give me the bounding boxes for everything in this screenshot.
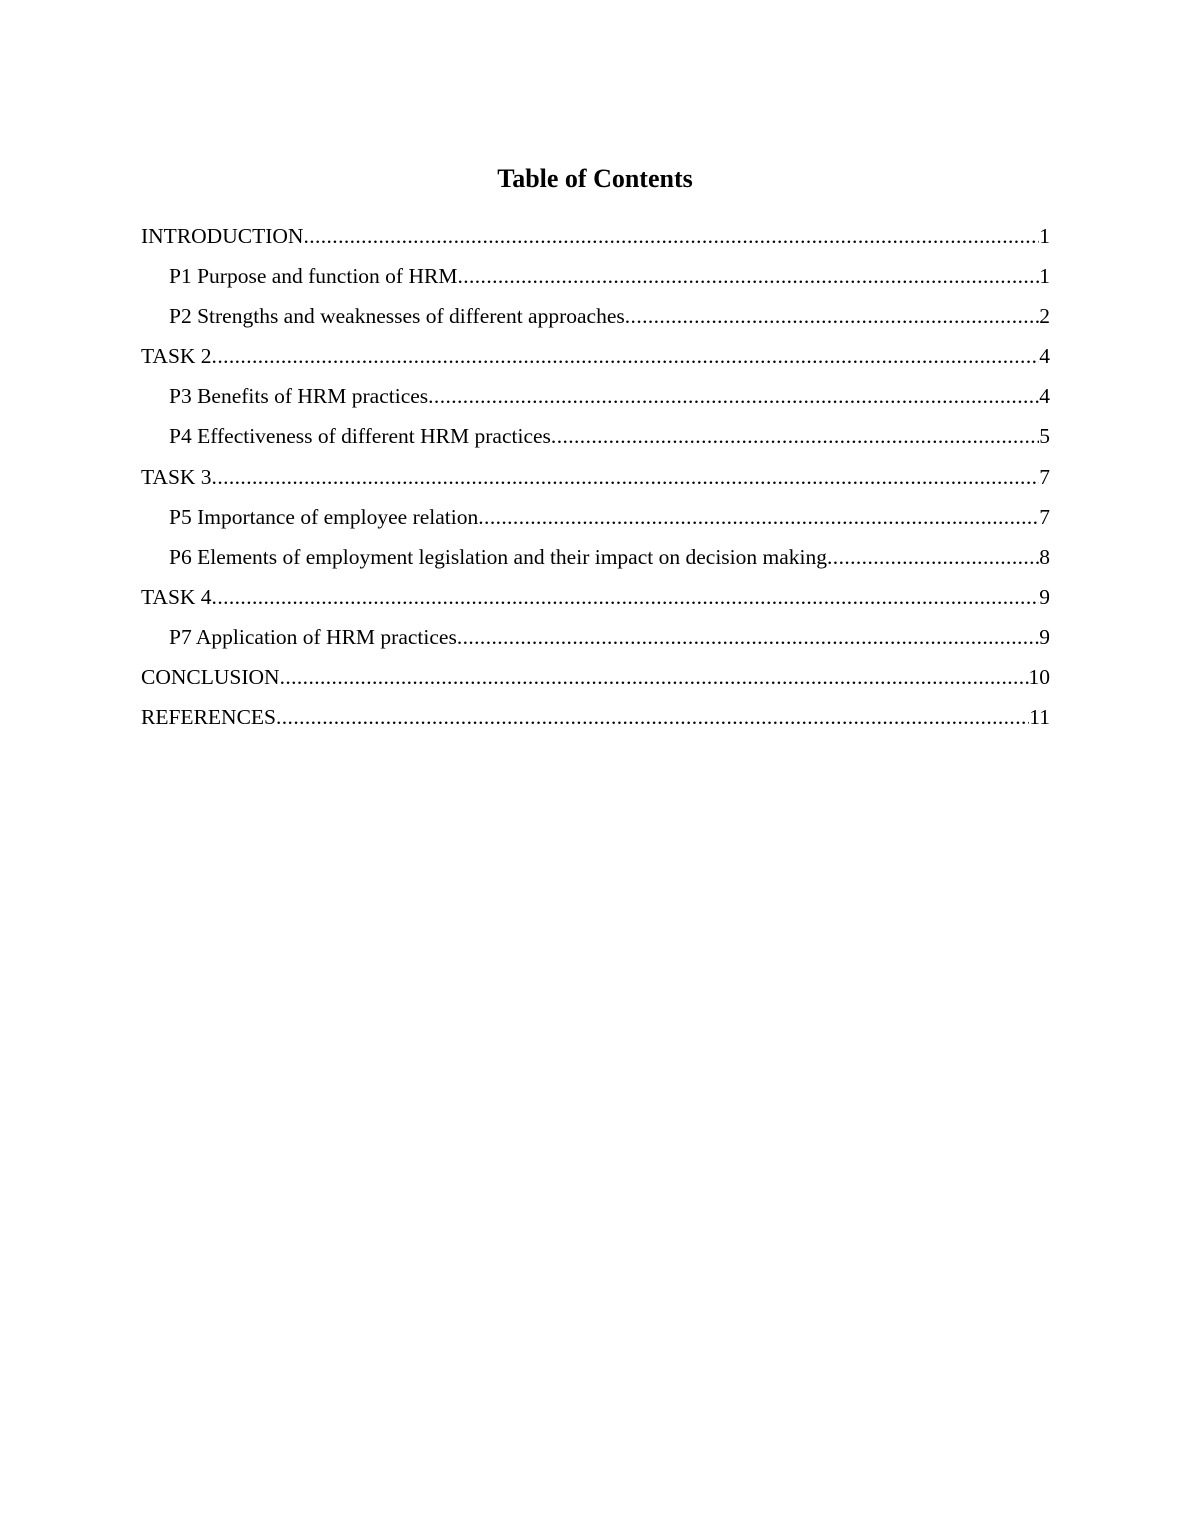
toc-page-number: 1	[1039, 264, 1050, 289]
toc-page-number: 7	[1039, 464, 1050, 489]
toc-entry-task-2[interactable]	[141, 341, 1050, 381]
toc-entry-p1[interactable]	[141, 261, 1050, 301]
toc-entry-text: P4 Effectiveness of different HRM practices	[169, 424, 551, 449]
toc-entry-text: CONCLUSION	[141, 665, 280, 690]
toc-dot-leader	[457, 261, 1039, 291]
toc-entry-references[interactable]	[141, 702, 1050, 742]
toc-entry-text: INTRODUCTION	[141, 224, 304, 248]
toc-dot-leader	[478, 502, 1039, 532]
toc-page-number: 5	[1039, 424, 1050, 449]
toc-entry-text: TASK 4	[141, 584, 212, 609]
toc-entry-introduction[interactable]	[141, 221, 1050, 261]
toc-entry-text: P5 Importance of employee relation	[169, 504, 479, 529]
toc-page-number: 9	[1039, 584, 1050, 609]
toc-dot-leader	[428, 381, 1039, 411]
toc-entry-text: TASK 3	[141, 464, 212, 489]
toc-page-number: 2	[1039, 304, 1050, 329]
toc-entry-p2[interactable]	[141, 301, 1050, 341]
toc-entry-p4[interactable]	[141, 421, 1050, 461]
toc-entry-p7[interactable]	[141, 622, 1050, 662]
toc-dot-leader	[276, 702, 1029, 732]
toc-dot-leader	[212, 462, 1040, 492]
toc-list	[141, 221, 1050, 742]
toc-entry-text: P1 Purpose and function of HRM	[169, 264, 458, 289]
toc-entry-conclusion[interactable]	[141, 662, 1050, 702]
toc-page-number: 4	[1039, 384, 1050, 409]
toc-entry-task-3[interactable]	[141, 462, 1050, 502]
toc-page-number: 10	[1028, 665, 1050, 690]
toc-entry-task-4[interactable]	[141, 582, 1050, 622]
toc-dot-leader	[625, 301, 1039, 331]
toc-entry-text: P7 Application of HRM practices	[169, 624, 457, 649]
toc-entry-text: TASK 2	[141, 344, 212, 369]
toc-entry-text: REFERENCES	[141, 705, 276, 730]
toc-title: Table of Contents	[497, 164, 693, 193]
toc-entry-p3[interactable]	[141, 381, 1050, 421]
toc-entry-text: P6 Elements of employment legislation and their impact on decision making	[169, 544, 828, 569]
toc-page-number: 7	[1039, 504, 1050, 529]
toc-dot-leader	[212, 582, 1040, 612]
toc-page-number: 4	[1039, 344, 1050, 369]
toc-dot-leader	[551, 421, 1039, 451]
toc-entry-p6[interactable]	[141, 542, 1050, 582]
toc-entry-text: P3 Benefits of HRM practices	[169, 384, 429, 409]
toc-dot-leader	[303, 221, 1039, 251]
toc-entry-text: P2 Strengths and weaknesses of different approaches	[169, 304, 625, 329]
toc-page-number: 11	[1029, 705, 1050, 730]
toc-dot-leader	[827, 542, 1039, 572]
toc-dot-leader	[280, 662, 1029, 692]
toc-page-number: 8	[1039, 544, 1050, 569]
toc-entry-p5[interactable]	[141, 502, 1050, 542]
toc-dot-leader	[457, 622, 1039, 652]
toc-page-number: 1	[1039, 224, 1050, 248]
toc-page-number: 9	[1039, 624, 1050, 649]
toc-dot-leader	[212, 341, 1040, 371]
